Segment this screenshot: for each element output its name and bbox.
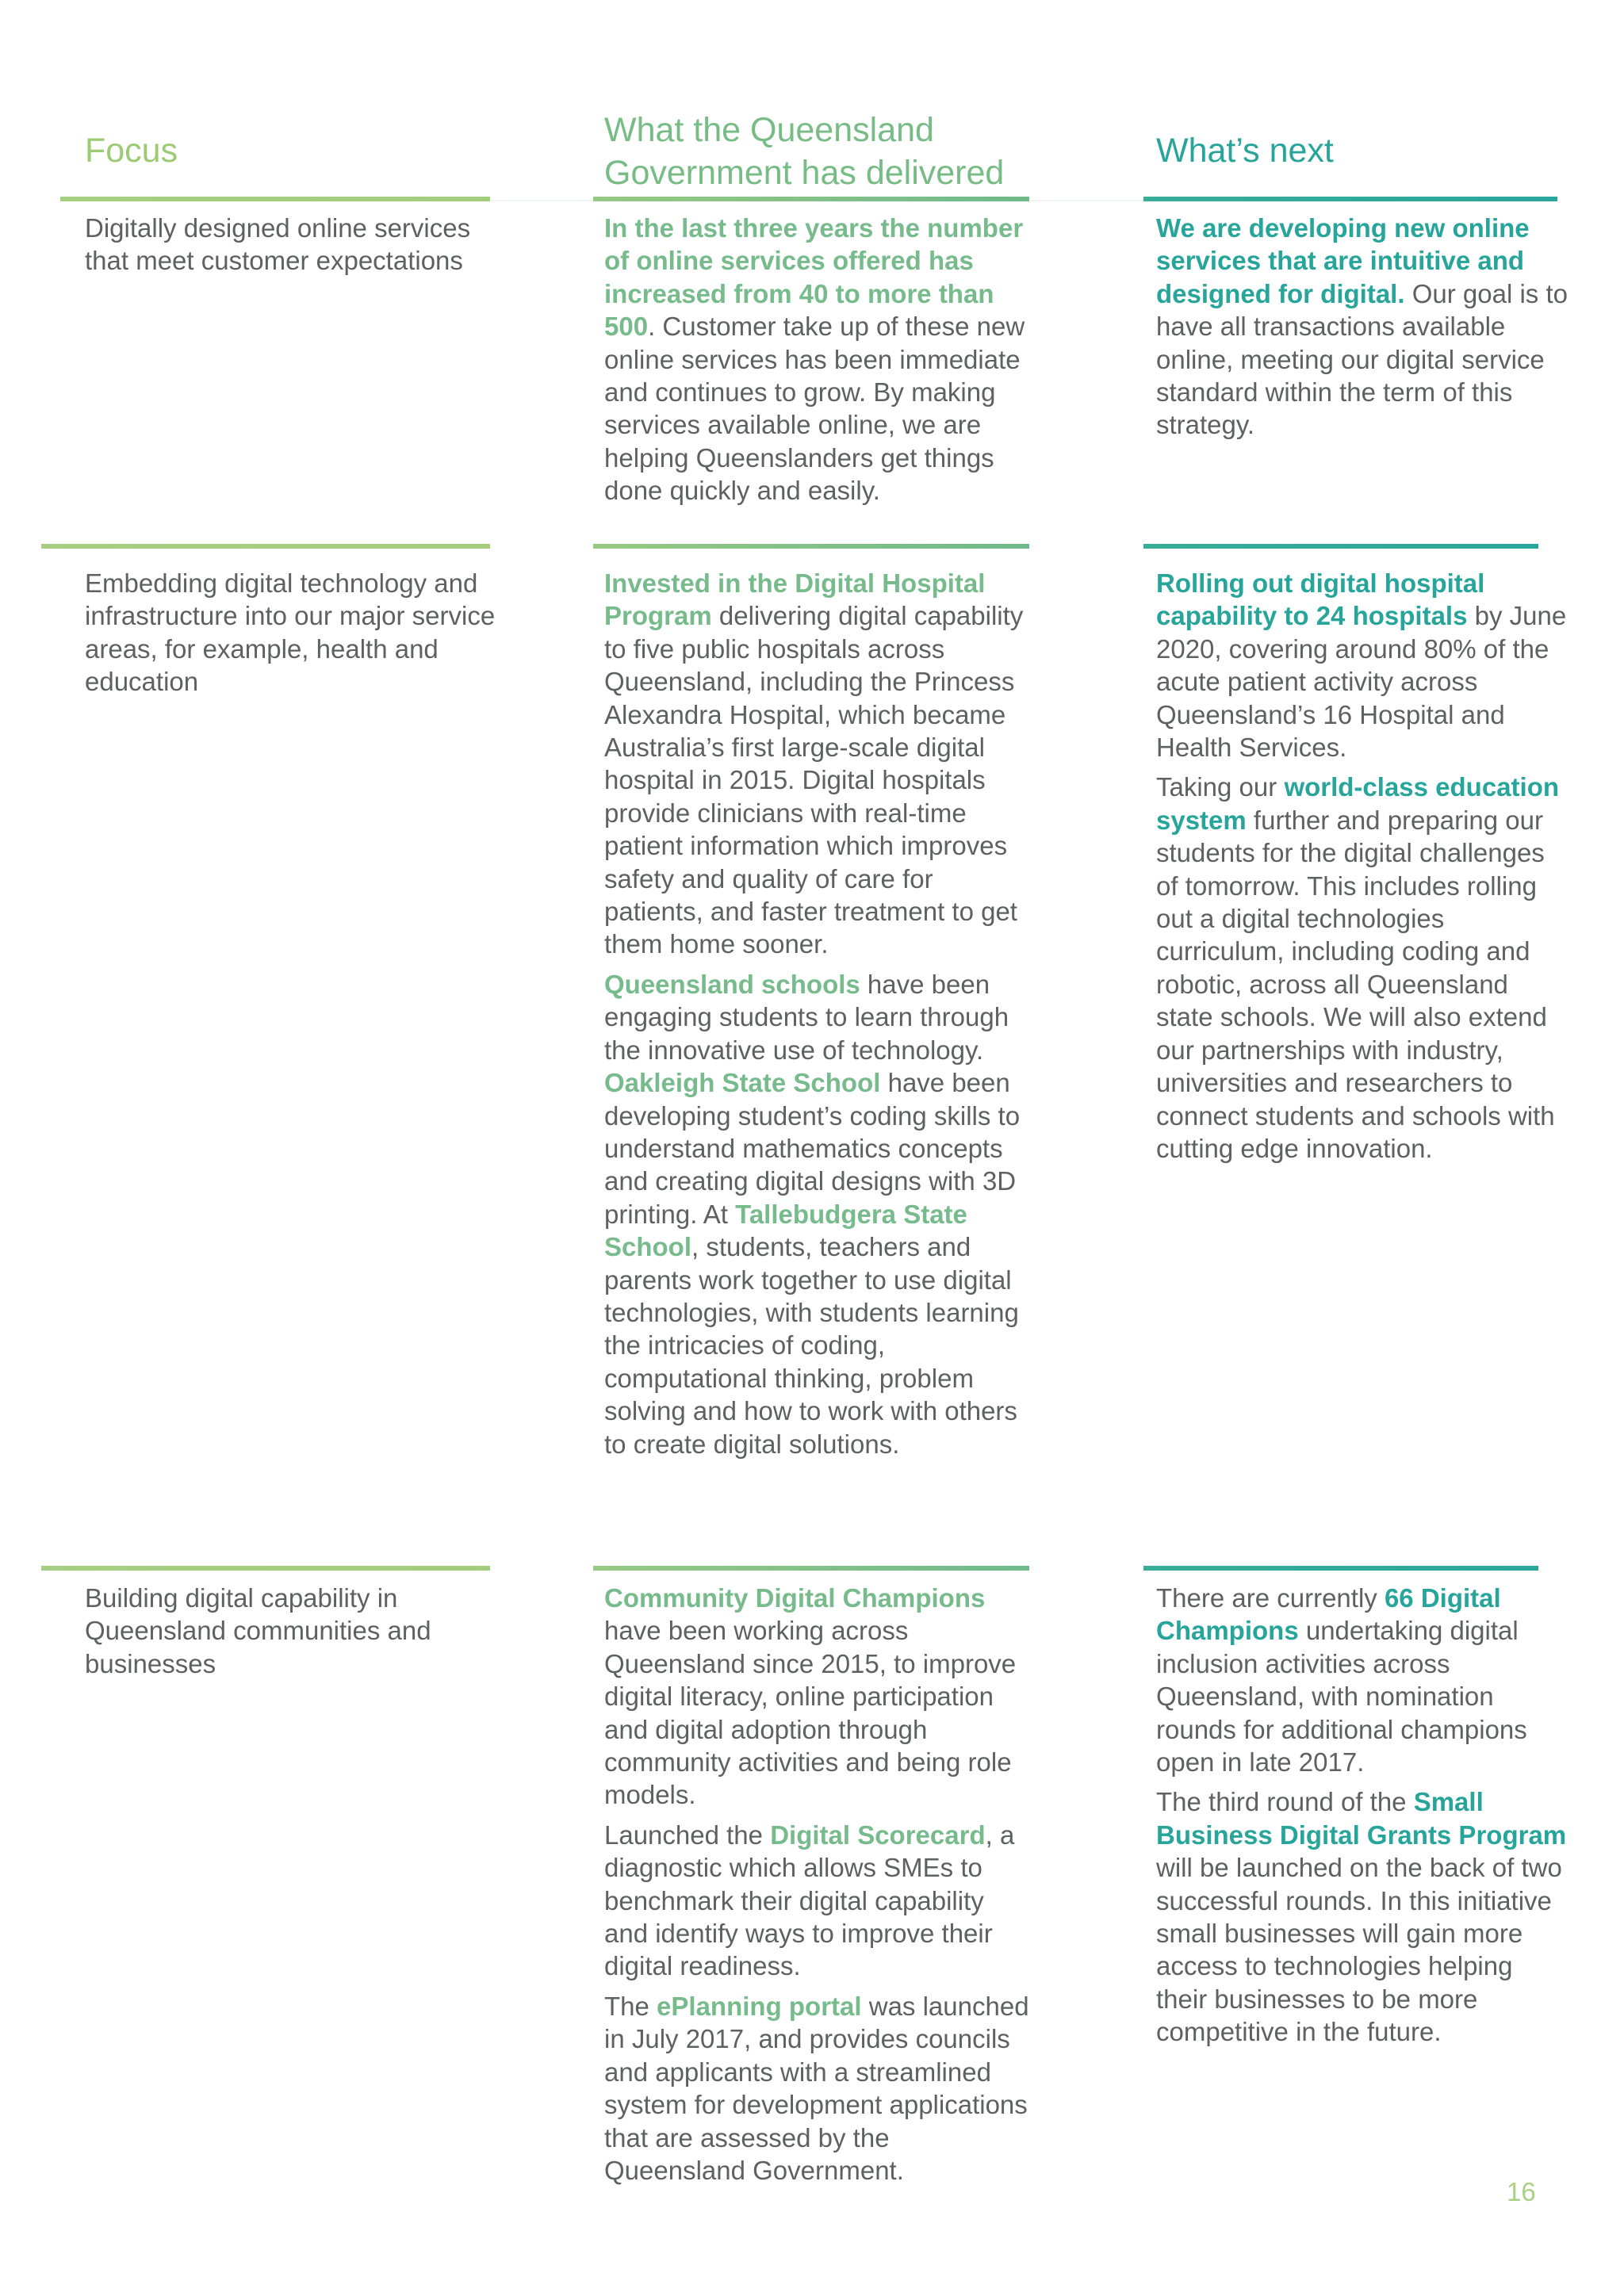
page-number: 16	[1507, 2177, 1536, 2206]
highlighted-text: In the last three years the number of online services offered has increased from 40 to more than 500	[604, 213, 1024, 342]
paragraph	[604, 212, 1032, 507]
highlighted-text: 66 Digital Champions	[1156, 1583, 1501, 1646]
body-text: Taking our	[1156, 772, 1285, 802]
body-text: delivering digital capability to five public hospitals across Queensland, including the Princess Alexandra Hospital, which became Australia’s first large-scale digital hospital in 2015. Digital hospitals provide clinicians with real-time patient information which improves safety and quality of care for patients, and faster treatment to get them home sooner.	[604, 601, 1024, 959]
paragraph	[1156, 1582, 1568, 1778]
next-column-header: What’s next	[1156, 132, 1334, 170]
body-text: have been engaging students to learn through the innovative use of technology.	[604, 969, 1009, 1065]
highlighted-text: Tallebudgera State School	[604, 1199, 967, 1262]
row-3-next-rule	[1143, 1566, 1538, 1571]
row-2-focus-rule	[41, 544, 490, 549]
row-1-delivered-cell	[604, 212, 1032, 515]
body-text: The third round of the	[1156, 1787, 1414, 1817]
paragraph	[604, 1819, 1032, 1983]
delivered-header-line-2: Government has delivered	[604, 154, 1005, 192]
body-text: have been developing student’s coding skills to understand mathematics concepts and creating digital designs with 3D printing. At	[604, 1068, 1021, 1229]
body-text: further and preparing our students for the digital challenges of tomorrow. This includes rolling out a digital technologies curriculum, including coding and robotic, across all Queensland state schools. We will also extend our partnerships with industry, universities and researchers to connect students and schools with cutting edge innovation.	[1156, 805, 1555, 1163]
row-2-focus-text: Embedding digital technology and infrastructure into our major service areas, for example, health and education	[85, 568, 496, 697]
highlighted-text: Rolling out digital hospital capability to 24 hospitals	[1156, 568, 1485, 631]
body-text: , students, teachers and parents work together to use digital technologies, with students learning the intricacies of coding, computational thinking, problem solving and how to work with others to create digital solutions.	[604, 1232, 1019, 1459]
delivered-column-header	[604, 109, 1048, 194]
body-text: There are currently	[1156, 1583, 1385, 1613]
row-2-delivered-rule	[593, 544, 1029, 549]
body-text: will be launched on the back of two successful rounds. In this initiative small businesses will gain more access to technologies helping their businesses to be more competitive in the future.	[1156, 1853, 1562, 2047]
header-connector-line	[1029, 200, 1143, 201]
row-1-next-cell	[1156, 212, 1568, 449]
body-text: , a diagnostic which allows SMEs to benchmark their digital capability and identify ways to improve their digital readiness.	[604, 1820, 1015, 1981]
body-text: Launched the	[604, 1820, 771, 1850]
row-2-delivered-cell	[604, 567, 1032, 1468]
row-2-next-rule	[1143, 544, 1538, 549]
row-1-focus-text: Digitally designed online services that meet customer expectations	[85, 213, 471, 276]
highlighted-text: Queensland schools	[604, 969, 860, 999]
paragraph	[1156, 771, 1568, 1165]
highlighted-text: Invested in the Digital Hospital Program	[604, 568, 986, 631]
highlighted-text: Community Digital Champions	[604, 1583, 986, 1613]
body-text: The	[604, 1991, 657, 2021]
delivered-header-rule	[593, 197, 1029, 201]
row-3-delivered-rule	[593, 1566, 1029, 1571]
body-text: was launched in July 2017, and provides councils and applicants with a streamlined system for development applications that are assessed by the Queensland Government.	[604, 1991, 1029, 2185]
body-text: undertaking digital inclusion activities across Queensland, with nomination rounds for additional champions open in late 2017.	[1156, 1616, 1527, 1777]
paragraph	[1156, 567, 1568, 763]
focus-column-header: Focus	[85, 132, 178, 170]
row-3-delivered-cell	[604, 1582, 1032, 2194]
paragraph	[604, 1582, 1032, 1812]
highlighted-text: Digital Scorecard	[770, 1820, 986, 1850]
highlighted-text: We are developing new online services that are intuitive and designed for digital.	[1156, 213, 1530, 308]
highlighted-text: world-class education system	[1156, 772, 1560, 835]
focus-header-rule	[60, 197, 490, 201]
paragraph	[1156, 212, 1568, 442]
row-3-focus-rule	[41, 1566, 490, 1571]
paragraph	[604, 1990, 1032, 2187]
highlighted-text: Oakleigh State School	[604, 1068, 881, 1098]
row-2-next-cell	[1156, 567, 1568, 1172]
row-3-next-cell	[1156, 1582, 1568, 2056]
row-3-focus-text: Building digital capability in Queensland communities and businesses	[85, 1583, 431, 1678]
body-text: Our goal is to have all transactions available online, meeting our digital service standard within the term of this strategy.	[1156, 278, 1568, 440]
highlighted-text: ePlanning portal	[657, 1991, 862, 2021]
body-text: have been working across Queensland since 2015, to improve digital literacy, online participation and digital adoption through community activities and being role models.	[604, 1616, 1017, 1810]
paragraph	[604, 968, 1032, 1460]
body-text: by June 2020, covering around 80% of the acute patient activity across Queensland’s 16 Hospital and Health Services.	[1156, 601, 1567, 763]
next-header-rule	[1143, 197, 1557, 201]
body-text: . Customer take up of these new online services has been immediate and continues to grow. By making services available online, we are helping Queenslanders get things done quickly and easily.	[604, 312, 1025, 506]
highlighted-text: Small Business Digital Grants Program	[1156, 1787, 1567, 1850]
delivered-header-line-1: What the Queensland	[604, 111, 934, 149]
paragraph	[604, 567, 1032, 961]
header-connector-line	[490, 200, 593, 201]
paragraph	[1156, 1785, 1568, 2048]
